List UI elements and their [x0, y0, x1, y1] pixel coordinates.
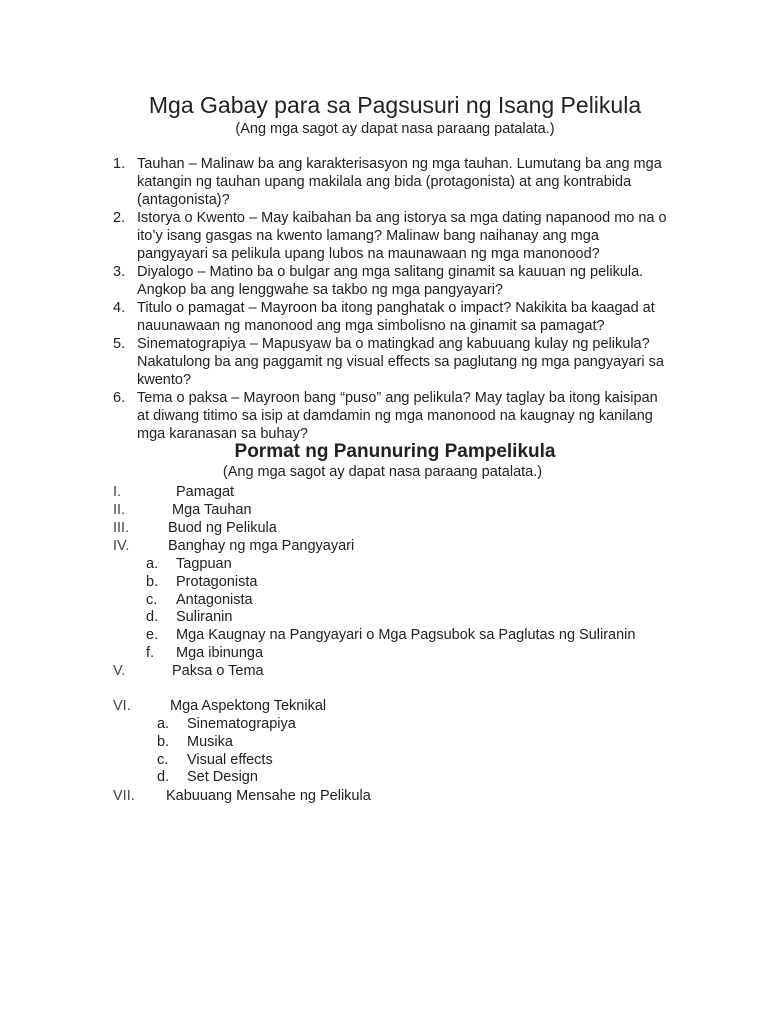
question-number: 4. — [113, 300, 126, 316]
question-item — [113, 299, 673, 335]
question-text: Istorya o Kwento – May kaibahan ba ang istorya sa mga dating napanood mo na o ito’y isang gasgas na kwento lamang? Malinaw bang naihanay ang mga pangyayari sa pelikula upang lubos na maunawaan ng mga manonood? — [137, 210, 667, 262]
question-item — [113, 209, 673, 263]
guide-question-list — [113, 155, 673, 443]
outline-marker: V. — [113, 663, 126, 679]
question-text: Tauhan – Malinaw ba ang karakterisasyon ng mga tauhan. Lumutang ba ang mga katangin ng tauhan upang makilala ang bida (protagonista) at ang kontrabida (antagonista)? — [137, 156, 662, 208]
outline-label: Mga ibinunga — [176, 645, 264, 661]
outline-marker: d. — [157, 769, 170, 785]
outline-marker: b. — [157, 734, 170, 750]
question-text: Tema o paksa – Mayroon bang “puso” ang pelikula? May taglay ba itong kaisipan at diwang titimo sa isip at damdamin ng mga manonood na kaugnay ng kanilang mga karanasan sa buhay? — [137, 390, 658, 442]
outline-label: Tagpuan — [176, 556, 232, 572]
outline-marker: II. — [113, 502, 126, 518]
outline-label: Protagonista — [176, 574, 258, 590]
question-text: Titulo o pamagat – Mayroon ba itong panghatak o impact? Nakikita ba kaagad at nauunawaan ng manonood ang mga simbolisno na ginamit sa pamagat? — [137, 300, 655, 334]
question-number: 5. — [113, 336, 126, 352]
outline-label: Sinematograpiya — [187, 716, 296, 732]
outline-label: Kabuuang Mensahe ng Pelikula — [166, 788, 371, 804]
question-item — [113, 155, 673, 209]
outline-label: Set Design — [187, 769, 258, 785]
section-subtitle: (Ang mga sagot ay dapat nasa paraang patalata.) — [222, 464, 543, 480]
outline-marker: c. — [157, 752, 169, 768]
outline-label: Mga Tauhan — [172, 502, 252, 518]
outline-label: Suliranin — [176, 609, 233, 625]
question-number: 6. — [113, 390, 126, 406]
outline-label: Pamagat — [176, 484, 235, 500]
outline-marker: VII. — [113, 788, 135, 804]
outline-label: Banghay ng mga Pangyayari — [168, 538, 355, 554]
outline-marker: b. — [146, 574, 159, 590]
outline-marker: I. — [113, 484, 122, 500]
question-item — [113, 335, 673, 389]
question-item — [113, 263, 673, 299]
outline-marker: III. — [113, 520, 130, 536]
outline-label: Antagonista — [176, 592, 253, 608]
outline-label: Musika — [187, 734, 233, 750]
outline-label: Mga Aspektong Teknikal — [170, 698, 327, 714]
outline-label: Buod ng Pelikula — [168, 520, 277, 536]
page-subtitle: (Ang mga sagot ay dapat nasa paraang patalata.) — [235, 121, 555, 137]
question-number: 2. — [113, 210, 126, 226]
question-item — [113, 389, 673, 443]
outline-label: Paksa o Tema — [172, 663, 264, 679]
question-text: Sinematograpiya – Mapusyaw ba o matingkad ang kabuuang kulay ng pelikula? Nakatulong ba ang paggamit ng visual effects sa paglutang ng mga pangyayari sa kwento? — [137, 336, 664, 388]
outline-marker: a. — [157, 716, 170, 732]
outline-marker: a. — [146, 556, 159, 572]
section-title: Pormat ng Panunuring Pampelikula — [234, 441, 556, 462]
outline-marker: IV. — [113, 538, 130, 554]
question-number: 1. — [113, 156, 126, 172]
outline-label: Mga Kaugnay na Pangyayari o Mga Pagsubok sa Paglutas ng Suliranin — [176, 627, 636, 643]
outline-marker: VI. — [113, 698, 131, 714]
outline-marker: e. — [146, 627, 159, 643]
question-text: Diyalogo – Matino ba o bulgar ang mga salitang ginamit sa kauuan ng pelikula. Angkop ba ang lenggwahe sa takbo ng mga pangyayari? — [137, 264, 644, 298]
question-number: 3. — [113, 264, 126, 280]
outline-marker: f. — [146, 645, 155, 661]
page-title: Mga Gabay para sa Pagsusuri ng Isang Pelikula — [148, 92, 642, 118]
outline-label: Visual effects — [187, 752, 273, 768]
outline-marker: c. — [146, 592, 158, 608]
outline-marker: d. — [146, 609, 159, 625]
